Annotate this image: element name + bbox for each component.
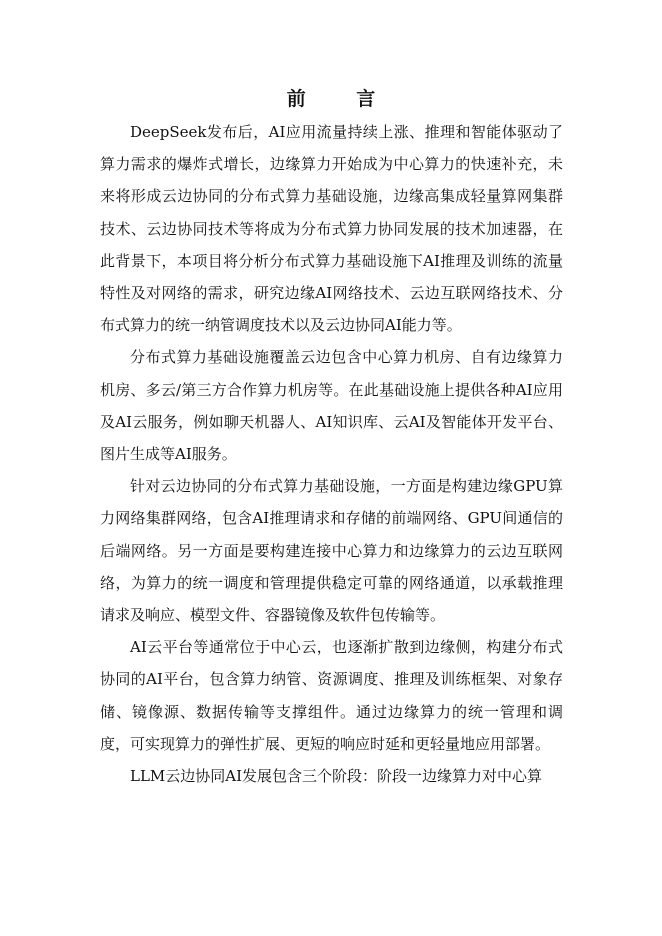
paragraph-3: 针对云边协同的分布式算力基础设施，一方面是构建边缘GPU算力网络集群网络，包含AI推理请求和存储的前端网络、GPU间通信的后端网络。另一方面是要构建连接中心算力和边缘算力的云边互联网络，为算力的统一调度和管理提供稳定可靠的网络通道，以承载推理请求及响应、模型文件、容器镜像及软件包传输等。 xyxy=(100,477,563,625)
paragraph-2: 分布式算力基础设施覆盖云边包含中心算力机房、自有边缘算力机房、多云/第三方合作算力机房等。在此基础设施上提供各种AI应用及AI云服务，例如聊天机器人、AI知识库、云AI及智能体开发平台、图片生成等AI服务。 xyxy=(100,348,563,464)
document-body xyxy=(100,116,563,792)
paragraph-4: AI云平台等通常位于中心云，也逐渐扩散到边缘侧，构建分布式协同的AI平台，包含算力纳管、资源调度、推理及训练框架、对象存储、镜像源、数据传输等支撑组件。通过边缘算力的统一管理和调度，可实现算力的弹性扩展、更短的响应时延和更轻量地应用部署。 xyxy=(100,638,563,753)
document-title: 前 言 xyxy=(286,88,398,110)
paragraph-5: LLM云边协同AI发展包含三个阶段：阶段一边缘算力对中心算 xyxy=(130,767,543,786)
paragraph-1: DeepSeek发布后，AI应用流量持续上涨、推理和智能体驱动了算力需求的爆炸式增长，边缘算力开始成为中心算力的快速补充，未来将形成云边协同的分布式算力基础设施，边缘高集成轻量算网集群技术、云边协同技术等将成为分布式算力协同发展的技术加速器，在此背景下，本项目将分析分布式算力基础设施下AI推理及训练的流量特性及对网络的需求，研究边缘AI网络技术、云边互联网络技术、分布式算力的统一纳管调度技术以及云边协同AI能力等。 xyxy=(100,123,563,335)
